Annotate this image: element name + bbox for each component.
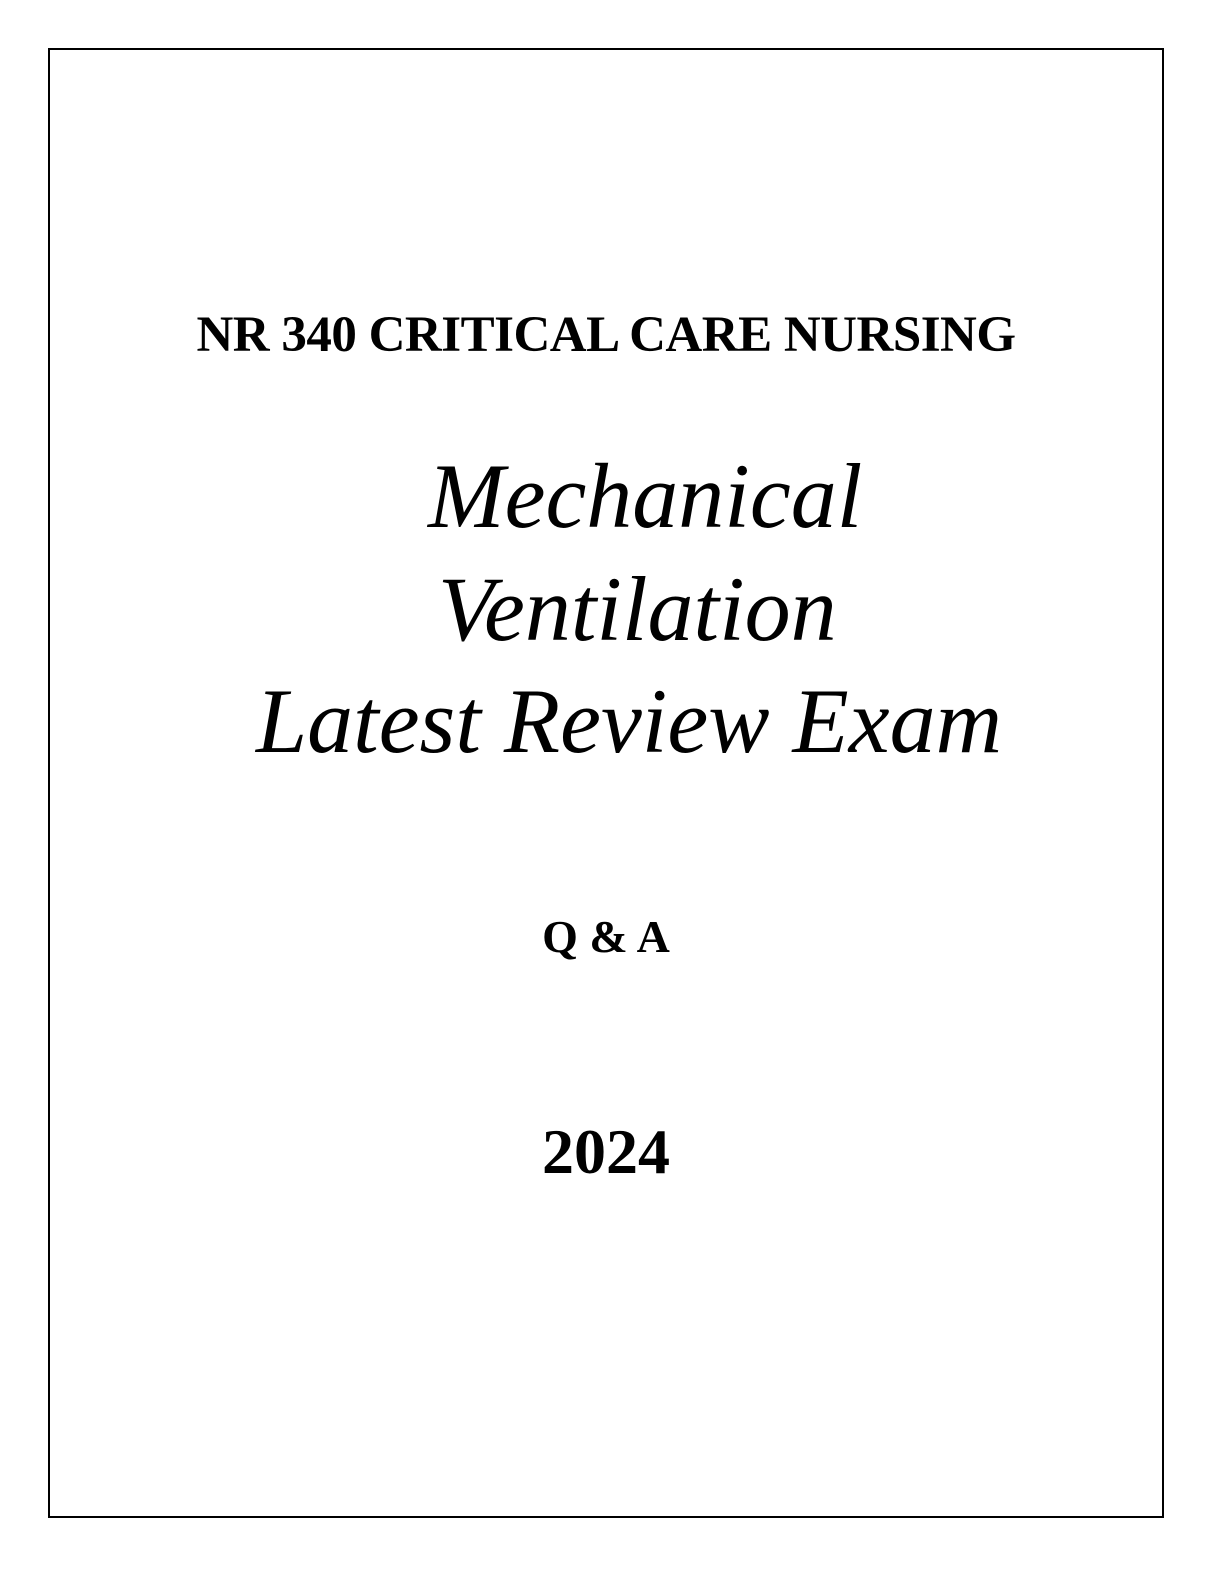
course-title: NR 340 CRITICAL CARE NURSING xyxy=(196,307,1016,363)
page-border xyxy=(48,48,1164,1518)
exam-title-line-2: Ventilation xyxy=(438,558,837,660)
qa-label: Q & A xyxy=(542,911,670,962)
exam-title-line-3: Latest Review Exam xyxy=(256,670,1003,772)
year-label: 2024 xyxy=(542,1116,670,1187)
exam-title-line-1: Mechanical xyxy=(428,445,863,547)
